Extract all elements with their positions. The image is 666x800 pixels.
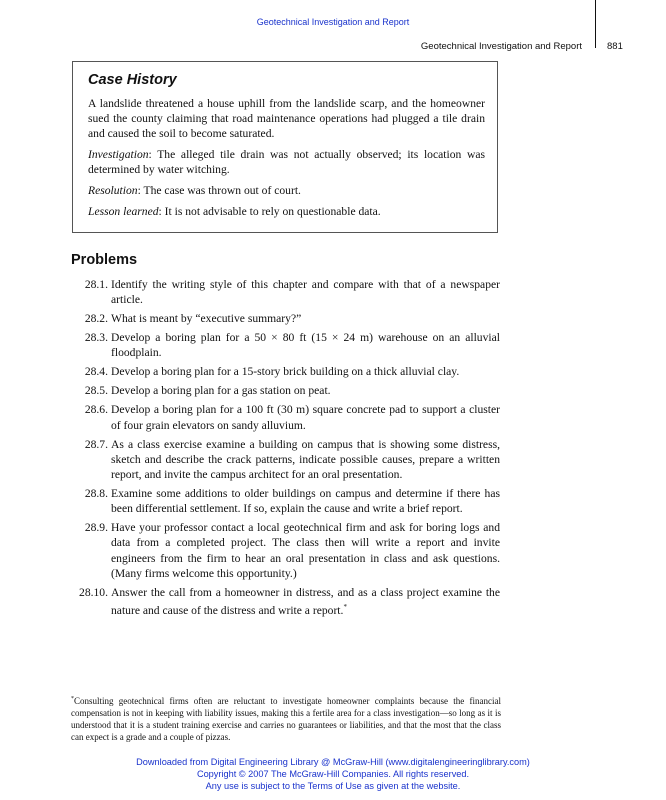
problem-number: 28.9. — [84, 521, 108, 535]
lesson-text: : It is not advisable to rely on questionable data. — [158, 205, 381, 218]
resolution-text: : The case was thrown out of court. — [137, 184, 301, 197]
problem-number: 28.3. — [84, 331, 108, 345]
problem-text: Develop a boring plan for a 50 × 80 ft (15 × 24 m) warehouse on an alluvial floodplain. — [111, 331, 500, 360]
case-history-resolution — [88, 183, 485, 198]
case-history-title: Case History — [88, 72, 177, 88]
problem-text: Develop a boring plan for a 100 ft (30 m) square concrete pad to support a cluster of four grain elevators on sandy alluvium. — [111, 403, 500, 432]
case-history-box — [72, 61, 498, 233]
case-history-lesson — [88, 204, 485, 219]
problem-item — [72, 364, 500, 379]
problem-text: As a class exercise examine a building on campus that is showing some distress, sketch and describe the crack patterns, indicate possible causes, prepare a written report, and invite the campus architect for an oral presentation. — [111, 437, 500, 482]
page-number: 881 — [607, 41, 623, 52]
top-banner-title: Geotechnical Investigation and Report — [256, 17, 410, 27]
running-head: Geotechnical Investigation and Report — [420, 41, 582, 52]
problem-number: 28.4. — [84, 365, 108, 379]
problem-item — [72, 486, 500, 516]
case-history-body: A landslide threatened a house uphill from the landslide scarp, and the homeowner sued the county claiming that road maintenance operations had plugged a tile drain and caused the soil to become saturated. — [88, 97, 485, 140]
problems-list — [72, 277, 500, 622]
problem-text: Have your professor contact a local geotechnical firm and ask for boring logs and data from a completed project. The class then will write a report and invite engineers from the firm to hear an oral presentation in class and ask questions. (Many firms welcome this opportunity.) — [111, 521, 500, 580]
problem-number: 28.7. — [84, 437, 108, 451]
footer-terms-line[interactable]: Any use is subject to the Terms of Use as given at the website. — [205, 781, 461, 792]
problem-text: Identify the writing style of this chapter and compare with that of a newspaper article. — [111, 278, 500, 307]
footer-copyright — [0, 756, 666, 793]
problem-item — [72, 520, 500, 581]
problem-text: What is meant by “executive summary?” — [111, 312, 302, 326]
header-divider — [595, 0, 596, 48]
problem-number: 28.2. — [84, 312, 108, 326]
footnote-text: Consulting geotechnical firms often are reluctant to investigate homeowner complaints because the financial compensation is not in keeping with liability issues, making this a fertile area for a class investigation—so long as it is understood that it is a student training exercise and carries no guarantees or liabilities, and that the most that the class can expect is a grade and a couple of pizzas. — [71, 696, 501, 742]
problem-text: Develop a boring plan for a 15-story brick building on a thick alluvial clay. — [111, 365, 460, 379]
problem-number: 28.8. — [84, 487, 108, 501]
problem-item — [72, 437, 500, 483]
resolution-label: Resolution — [88, 184, 138, 197]
problem-item — [72, 402, 500, 432]
footnote — [71, 693, 501, 743]
problem-item — [72, 277, 500, 307]
problem-item — [72, 311, 500, 326]
footnote-reference: * — [343, 603, 347, 612]
problem-text — [110, 585, 500, 618]
problem-number: 28.6. — [84, 403, 108, 417]
lesson-label: Lesson learned — [88, 205, 159, 218]
problem-text: Examine some additions to older buildings on campus and determine if there has been differential settlement. If so, explain the cause and write a brief report. — [111, 487, 500, 516]
problem-number: 28.10. — [79, 585, 108, 599]
problem-number: 28.1. — [84, 278, 108, 291]
problem-text-body: Answer the call from a homeowner in distress, and as a class project examine the nature and cause of the distress and write a report. — [111, 585, 500, 617]
footnote-mark: * — [71, 696, 74, 702]
investigation-label: Investigation — [88, 148, 149, 161]
problem-item — [72, 383, 500, 398]
investigation-text: : The alleged tile drain was not actually observed; its location was determined by water witching. — [88, 148, 485, 176]
problem-item — [72, 330, 500, 360]
footer-copyright-line: Copyright © 2007 The McGraw-Hill Companies. All rights reserved. — [196, 769, 470, 780]
case-history-investigation — [88, 147, 485, 177]
problem-text: Develop a boring plan for a gas station on peat. — [111, 384, 331, 398]
problem-item — [72, 585, 500, 618]
problem-number: 28.5. — [84, 384, 108, 398]
problems-heading: Problems — [71, 252, 138, 268]
footer-download-line[interactable]: Downloaded from Digital Engineering Library @ McGraw-Hill (www.digitalengineeringlibrary.com) — [136, 757, 530, 767]
